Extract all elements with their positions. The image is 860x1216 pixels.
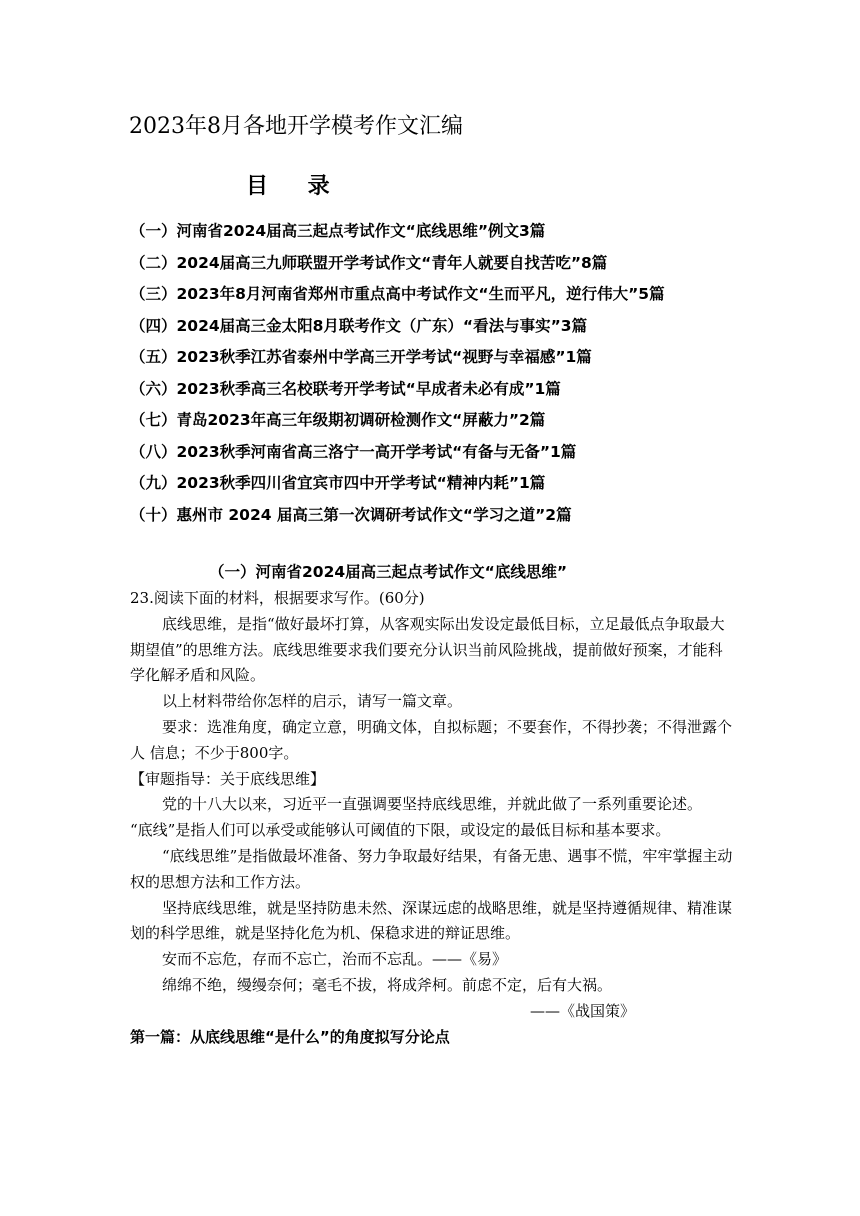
guide-paragraph-1: 党的十八大以来，习近平一直强调要坚持底线思维，并就此做了一系列重要论述。 xyxy=(162,795,703,814)
toc-item-8[interactable]: （八）2023秋季河南省高三洛宁一高开学考试“有备与无备”1篇 xyxy=(130,442,577,461)
document-title: 2023年8月各地开学模考作文汇编 xyxy=(129,114,463,139)
toc-item-7[interactable]: （七）青岛2023年高三年级期初调研检测作文“屏蔽力”2篇 xyxy=(130,411,546,429)
requirements-paragraph: 要求：选准角度，确定立意，明确文体，自拟标题；不要套作，不得抄袭；不得泄露个人 信息；不少于800字。 xyxy=(130,717,733,762)
quote-1: 安而不忘危，存而不忘亡，治而不忘乱。——《易》 xyxy=(162,950,508,969)
toc-item-1[interactable]: （一）河南省2024届高三起点考试作文“底线思维”例文3篇 xyxy=(130,222,546,240)
toc-heading: 目 录 xyxy=(246,174,346,199)
section-heading: （一）河南省2024届高三起点考试作文“底线思维” xyxy=(209,563,568,581)
body-text xyxy=(130,586,735,1050)
guide-paragraph-3: “底线思维”是指做最坏准备、努力争取最好结果，有备无患、遇事不慌，牢牢掌握主动权的思想方法和工作方法。 xyxy=(130,846,733,891)
guide-paragraph-2: “底线”是指人们可以承受或能够认可阈值的下限，或设定的最低目标和基本要求。 xyxy=(130,821,671,840)
toc-item-4[interactable]: （四）2024届高三金太阳8月联考作文（广东）“看法与事实”3篇 xyxy=(130,316,588,335)
table-of-contents xyxy=(130,216,740,531)
toc-item-2[interactable]: （二）2024届高三九师联盟开学考试作文“青年人就要自找苦吃”8篇 xyxy=(130,253,608,272)
quote-2-source: ——《战国策》 xyxy=(529,1001,635,1020)
toc-item-3[interactable]: （三）2023年8月河南省郑州市重点高中考试作文“生而平凡，逆行伟大”5篇 xyxy=(130,285,665,303)
material-paragraph: 底线思维，是指“做好最坏打算，从客观实际出发设定最低目标，立足最低点争取最大期望值”的思维方法。底线思维要求我们要充分认识当前风险挑战，提前做好预案，才能科学化解矛盾和风险。 xyxy=(130,614,725,685)
guide-paragraph-4: 坚持底线思维，就是坚持防患未然、深谋远虑的战略思维，就是坚持遵循规律、精准谋划的科学思维，就是坚持化危为机、保稳求进的辩证思维。 xyxy=(130,898,733,943)
guide-heading: 【审题指导：关于底线思维】 xyxy=(130,769,326,788)
prompt-paragraph: 以上材料带给你怎样的启示，请写一篇文章。 xyxy=(162,692,463,711)
toc-item-9[interactable]: （九）2023秋季四川省宜宾市四中开学考试“精神内耗”1篇 xyxy=(130,474,546,492)
question-line: 23.阅读下面的材料，根据要求写作。(60分) xyxy=(130,589,425,607)
toc-item-6[interactable]: （六）2023秋季高三名校联考开学考试“早成者未必有成”1篇 xyxy=(130,379,561,398)
first-essay-heading: 第一篇：从底线思维“是什么”的角度拟写分论点 xyxy=(130,1027,450,1046)
toc-item-10[interactable]: （十）惠州市 2024 届高三第一次调研考试作文“学习之道”2篇 xyxy=(130,505,572,524)
toc-item-5[interactable]: （五）2023秋季江苏省泰州中学高三开学考试“视野与幸福感”1篇 xyxy=(130,348,592,366)
quote-2: 绵绵不绝，缦缦奈何；毫毛不拔，将成斧柯。前虑不定，后有大祸。 xyxy=(162,975,613,994)
